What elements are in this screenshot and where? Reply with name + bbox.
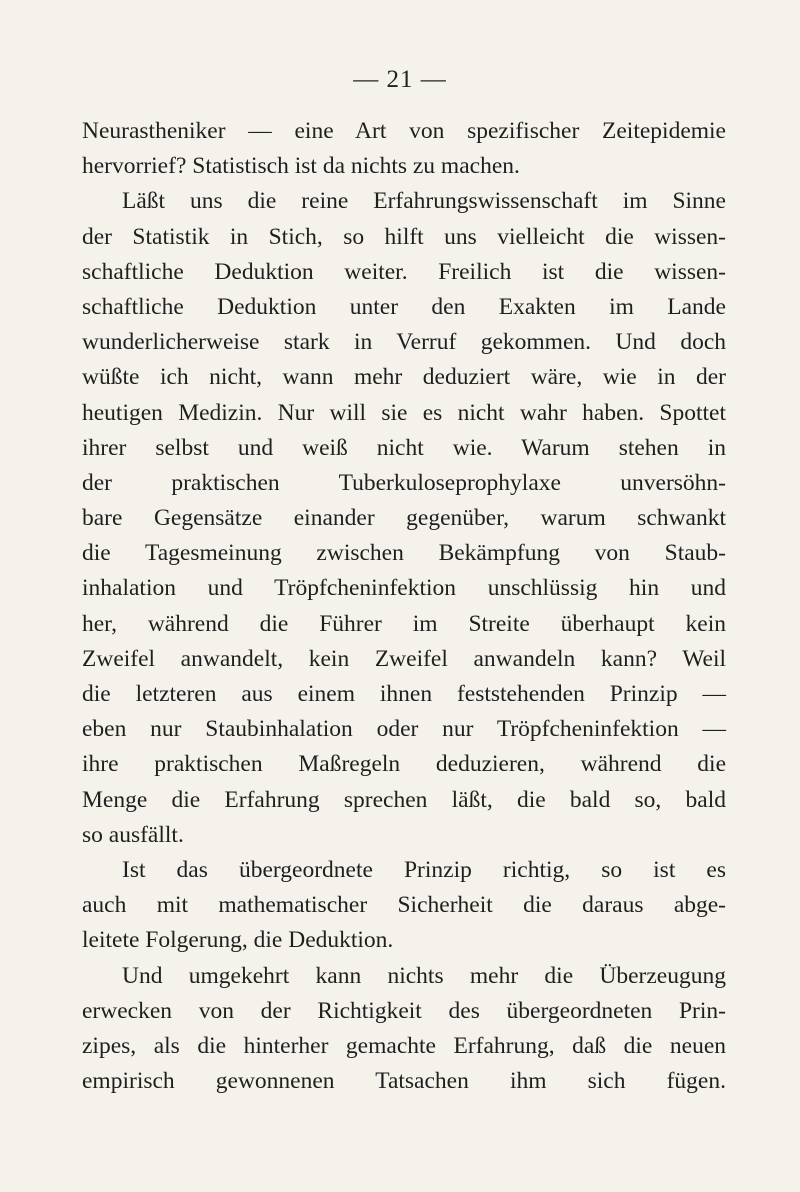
text-line: hervorrief? Statistisch ist da nichts zu machen. — [82, 153, 520, 180]
text-line: empirisch gewonnenen Tatsachen ihm sich fügen. — [82, 1068, 726, 1095]
text-line: eben nur Staubinhalation oder nur Tröpfcheninfektion — — [82, 716, 726, 743]
text-line: Zweifel anwandelt, kein Zweifel anwandeln kann? Weil — [82, 645, 726, 672]
text-line: her, während die Führer im Streite überhaupt kein — [82, 610, 726, 637]
text-line: erwecken von der Richtigkeit des übergeordneten Prin- — [82, 997, 726, 1024]
text-line: die Tagesmeinung zwischen Bekämpfung von Staub- — [82, 540, 726, 567]
text-line: Ist das übergeordnete Prinzip richtig, so ist es — [122, 856, 726, 883]
text-line: schaftliche Deduktion weiter. Freilich ist die wissen- — [82, 258, 726, 285]
text-line: leitete Folgerung, die Deduktion. — [82, 927, 394, 954]
text-line: schaftliche Deduktion unter den Exakten im Lande — [82, 293, 726, 320]
text-line: inhalation und Tröpfcheninfektion unschlüssig hin und — [82, 575, 726, 602]
text-line: so ausfällt. — [82, 821, 184, 848]
text-line: zipes, als die hinterher gemachte Erfahrung, daß die neuen — [82, 1032, 726, 1059]
text-line: ihre praktischen Maßregeln deduzieren, während die — [82, 751, 726, 778]
text-line: Neurastheniker — eine Art von spezifischer Zeitepidemie — [82, 118, 726, 144]
text-line: Und umgekehrt kann nichts mehr die Überzeugung — [122, 962, 726, 989]
body-text — [82, 114, 726, 1099]
text-line: die letzteren aus einem ihnen feststehenden Prinzip — — [82, 681, 726, 707]
page-number: — 21 — — [353, 66, 447, 93]
text-line: heutigen Medizin. Nur will sie es nicht wahr haben. Spottet — [82, 399, 726, 426]
text-line: wüßte ich nicht, wann mehr deduziert wäre, wie in der — [82, 364, 726, 391]
text-line: wunderlicherweise stark in Verruf gekommen. Und doch — [82, 329, 726, 356]
text-line: auch mit mathematischer Sicherheit die daraus abge- — [82, 892, 726, 919]
text-line: der Statistik in Stich, so hilft uns vielleicht die wissen- — [82, 223, 726, 250]
text-line: der praktischen Tuberkuloseprophylaxe unversöhn- — [82, 469, 726, 496]
text-line: Läßt uns die reine Erfahrungswissenschaft im Sinne — [122, 188, 726, 215]
text-line: bare Gegensätze einander gegenüber, warum schwankt — [82, 505, 726, 532]
text-line: ihrer selbst und weiß nicht wie. Warum stehen in — [82, 434, 726, 461]
text-line: Menge die Erfahrung sprechen läßt, die bald so, bald — [82, 786, 726, 813]
